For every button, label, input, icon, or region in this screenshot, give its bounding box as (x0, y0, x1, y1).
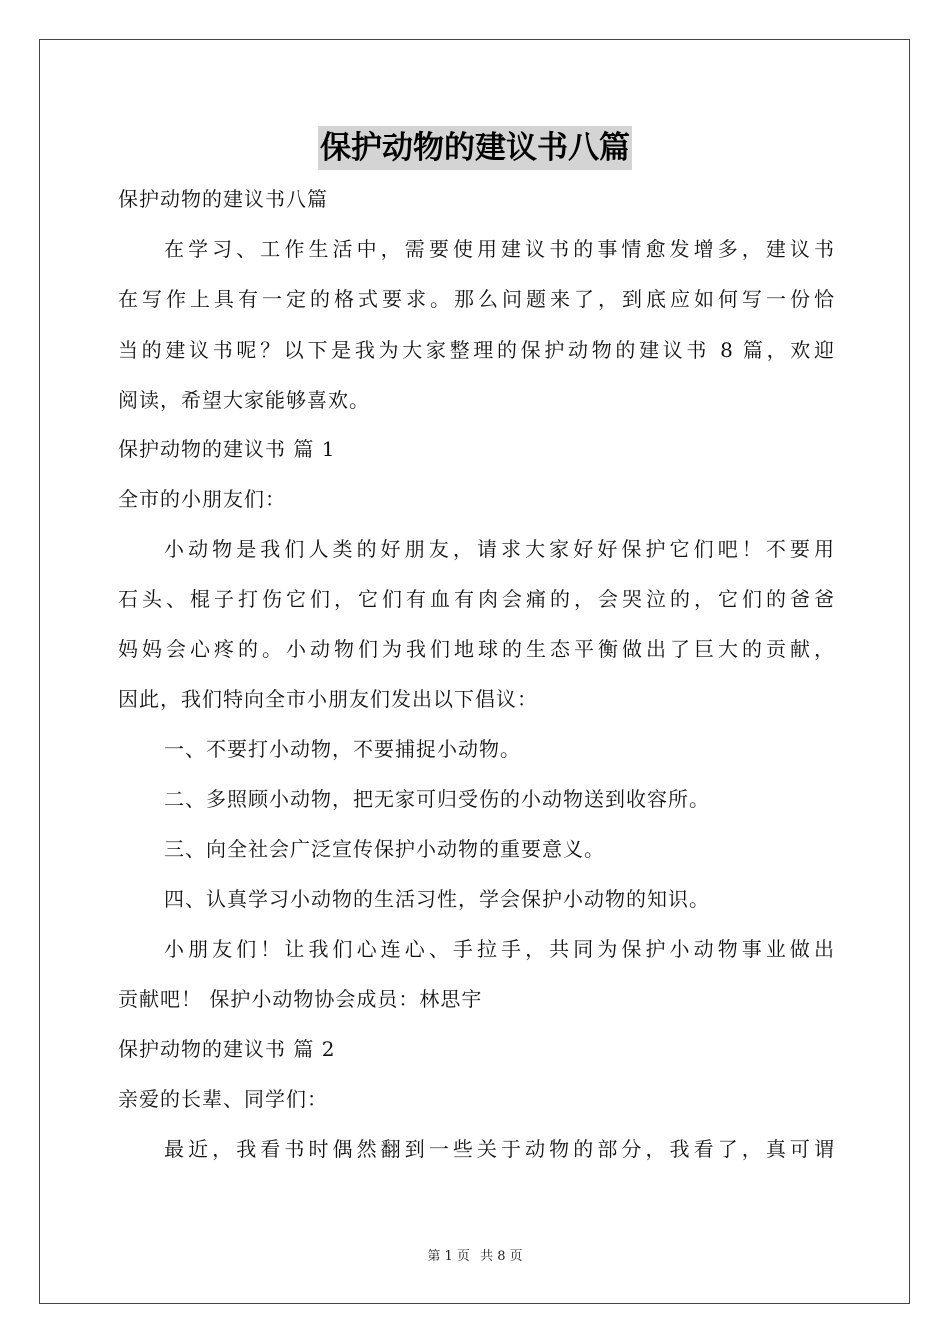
section-heading: 保护动物的建议书 篇 1 (118, 437, 336, 461)
paragraph-line: 小动物是我们人类的好朋友，请求大家好好保护它们吧！不要用 (164, 537, 834, 561)
page-number: 第 1 页 (427, 1249, 470, 1264)
closing-line: 小朋友们！让我们心连心、手拉手，共同为保护小动物事业做出 (164, 937, 834, 961)
list-item: 四、认真学习小动物的生活习性，学会保护小动物的知识。 (164, 887, 710, 911)
intro-line: 当的建议书呢？以下是我为大家整理的保护动物的建议书 8 篇，欢迎 (118, 338, 834, 362)
document-title (0, 126, 950, 170)
page-footer (0, 1248, 950, 1266)
intro-line: 阅读，希望大家能够喜欢。 (118, 388, 370, 412)
section-heading: 保护动物的建议书 篇 2 (118, 1037, 336, 1061)
list-item: 二、多照顾小动物，把无家可归受伤的小动物送到收容所。 (164, 787, 710, 811)
page-total: 共 8 页 (480, 1249, 523, 1264)
paragraph-line: 最近，我看书时偶然翻到一些关于动物的部分，我看了，真可谓 (164, 1137, 834, 1161)
document-subtitle: 保护动物的建议书八篇 (118, 187, 328, 211)
salutation: 全市的小朋友们： (118, 487, 286, 511)
paragraph-line: 石头、棍子打伤它们，它们有血有肉会痛的，会哭泣的，它们的爸爸 (118, 587, 834, 611)
paragraph-line: 妈妈会心疼的。小动物们为我们地球的生态平衡做出了巨大的贡献， (118, 637, 834, 661)
page-border (39, 39, 910, 1304)
list-item: 三、向全社会广泛宣传保护小动物的重要意义。 (164, 837, 605, 861)
list-item: 一、不要打小动物，不要捕捉小动物。 (164, 737, 521, 761)
salutation: 亲爱的长辈、同学们： (118, 1087, 328, 1111)
intro-line: 在学习、工作生活中，需要使用建议书的事情愈发增多，建议书 (164, 237, 834, 261)
document-title-text: 保护动物的建议书八篇 (318, 126, 632, 170)
closing-line: 贡献吧！ 保护小动物协会成员：林思宇 (118, 987, 483, 1011)
intro-line: 在写作上具有一定的格式要求。那么问题来了，到底应如何写一份恰 (118, 287, 834, 311)
paragraph-line: 因此，我们特向全市小朋友们发出以下倡议： (118, 687, 538, 711)
